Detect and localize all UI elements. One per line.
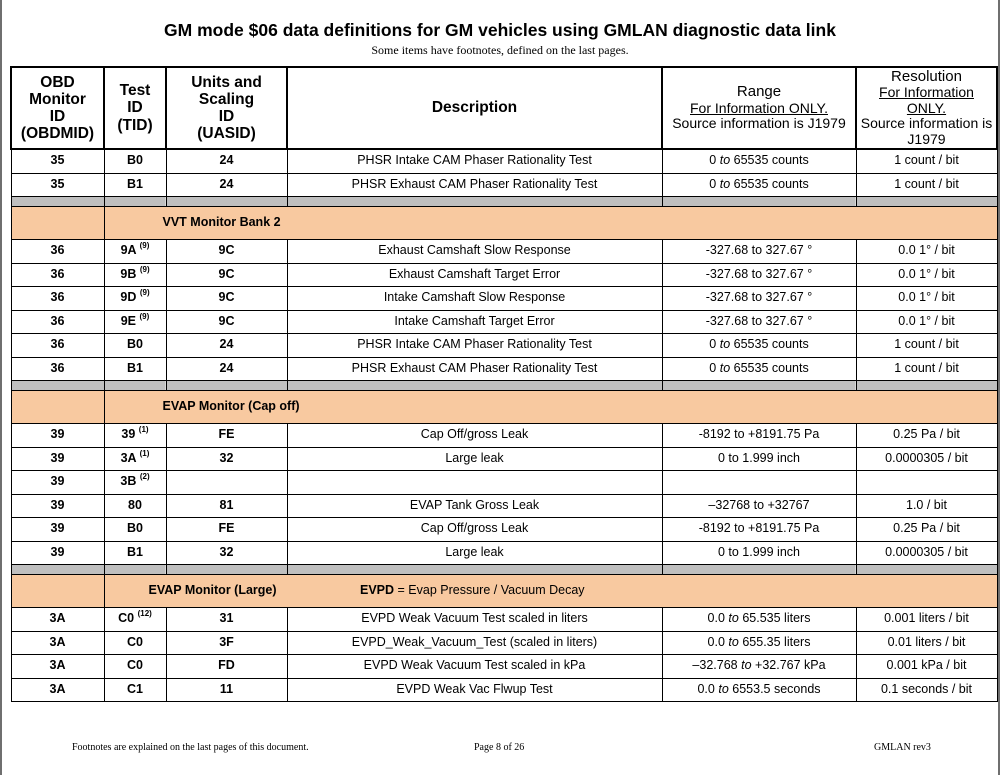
table-cell bbox=[662, 173, 856, 197]
cell-text: Description bbox=[431, 99, 518, 117]
table-cell: Intake Camshaft Target Error bbox=[287, 310, 662, 334]
table-cell bbox=[11, 381, 104, 391]
table-row bbox=[11, 631, 997, 655]
table-cell: 32 bbox=[166, 447, 287, 471]
table-cell: Cap Off/gross Leak bbox=[287, 424, 662, 448]
table-cell: 0.25 Pa / bit bbox=[856, 518, 997, 542]
table-cell: 24 bbox=[166, 149, 287, 173]
table-cell: EVPD Weak Vac Flwup Test bbox=[287, 678, 662, 702]
cell-text: 65535 counts bbox=[733, 153, 809, 168]
cell-text: = Evap Pressure / Vacuum Decay bbox=[397, 583, 585, 598]
table-row bbox=[11, 541, 997, 565]
table-cell: EVAP Tank Gross Leak bbox=[287, 494, 662, 518]
cell-text: ID bbox=[49, 108, 66, 125]
table-cell: Large leak bbox=[287, 541, 662, 565]
cell-text: 65535 counts bbox=[733, 337, 809, 352]
table-cell: 0.25 Pa / bit bbox=[856, 424, 997, 448]
table-cell: 35 bbox=[11, 173, 104, 197]
table-cell: Intake Camshaft Slow Response bbox=[287, 287, 662, 311]
cell-text: 0.0 bbox=[707, 634, 725, 649]
table-cell: –32768 to +32767 bbox=[662, 494, 856, 518]
table-cell: 11 bbox=[166, 678, 287, 702]
table-cell: PHSR Exhaust CAM Phaser Rationality Test bbox=[287, 357, 662, 381]
table-cell bbox=[166, 471, 287, 495]
table-cell bbox=[856, 197, 997, 207]
table-cell: 39 bbox=[11, 541, 104, 565]
cell-text: 0.0 bbox=[697, 681, 715, 696]
table-cell: FE bbox=[166, 518, 287, 542]
table-cell: 3A bbox=[11, 631, 104, 655]
table-cell bbox=[287, 381, 662, 391]
cell-text: 0 bbox=[709, 337, 717, 352]
cell-text: 9A bbox=[120, 243, 137, 258]
table-cell: 39 bbox=[11, 494, 104, 518]
table-row bbox=[11, 287, 997, 311]
cell-text: (9) bbox=[139, 264, 150, 274]
table-cell: 0.0000305 / bit bbox=[856, 541, 997, 565]
page-subtitle: Some items have footnotes, defined on the last pages. bbox=[371, 43, 629, 57]
table-cell bbox=[662, 357, 856, 381]
table-cell: 24 bbox=[166, 357, 287, 381]
table-cell: EVAP Monitor (Cap off) bbox=[104, 391, 997, 424]
table-cell: C0 bbox=[104, 655, 166, 679]
header-uasid bbox=[166, 67, 287, 149]
table-cell: 39 bbox=[11, 447, 104, 471]
cell-text: OBD bbox=[40, 73, 75, 91]
mode06-table bbox=[10, 66, 998, 702]
table-cell: 36 bbox=[11, 334, 104, 358]
table-cell: B0 bbox=[104, 149, 166, 173]
cell-text: +32.767 kPa bbox=[755, 658, 826, 673]
cell-text: –32.768 bbox=[692, 658, 738, 673]
table-cell bbox=[104, 287, 166, 311]
table-cell bbox=[104, 381, 166, 391]
table-cell: -8192 to +8191.75 Pa bbox=[662, 424, 856, 448]
table-cell bbox=[166, 565, 287, 575]
header-resolution bbox=[856, 67, 997, 149]
table-cell bbox=[11, 207, 104, 240]
table-cell: C0 bbox=[104, 631, 166, 655]
section-header-evap-cap-off bbox=[11, 391, 997, 424]
table-cell bbox=[11, 197, 104, 207]
cell-text: (12) bbox=[137, 609, 152, 619]
table-cell bbox=[104, 471, 166, 495]
cell-text: (1) bbox=[138, 425, 149, 435]
table-cell bbox=[662, 197, 856, 207]
cell-text: 65.535 liters bbox=[742, 611, 811, 626]
cell-text: Scaling bbox=[198, 90, 255, 108]
page-number: Page 8 of 26 bbox=[474, 742, 525, 753]
table-cell bbox=[856, 471, 997, 495]
cell-text bbox=[360, 584, 585, 598]
table-cell: 36 bbox=[11, 357, 104, 381]
cell-text: to bbox=[718, 681, 729, 696]
table-cell bbox=[11, 565, 104, 575]
cell-text: to bbox=[719, 176, 731, 191]
section-header-evap-large bbox=[11, 575, 997, 608]
cell-text: 65535 counts bbox=[733, 176, 809, 191]
header-description bbox=[287, 67, 662, 149]
table-cell bbox=[287, 471, 662, 495]
cell-text: 9B bbox=[120, 266, 137, 281]
table-cell bbox=[104, 310, 166, 334]
table-cell: 24 bbox=[166, 173, 287, 197]
table-cell bbox=[11, 575, 104, 608]
cell-text: to bbox=[719, 153, 731, 168]
table-cell bbox=[104, 197, 166, 207]
table-cell: 9C bbox=[166, 240, 287, 264]
table-cell: -327.68 to 327.67 ° bbox=[662, 240, 856, 264]
cell-text: 9D bbox=[120, 290, 137, 305]
table-cell bbox=[166, 381, 287, 391]
table-row bbox=[11, 494, 997, 518]
separator-row bbox=[11, 381, 997, 391]
table-cell: 1 count / bit bbox=[856, 173, 997, 197]
table-cell: 80 bbox=[104, 494, 166, 518]
table-row bbox=[11, 334, 997, 358]
cell-text: Test bbox=[119, 82, 151, 100]
document-page bbox=[2, 0, 998, 775]
section-header-vvt-bank2 bbox=[11, 207, 997, 240]
table-cell bbox=[104, 263, 166, 287]
table-row bbox=[11, 424, 997, 448]
cell-text: (TID) bbox=[117, 116, 153, 134]
table-cell bbox=[856, 381, 997, 391]
cell-text: 6553.5 seconds bbox=[732, 681, 821, 696]
table-cell: 0.01 liters / bit bbox=[856, 631, 997, 655]
table-cell bbox=[662, 381, 856, 391]
table-cell: 0 to 1.999 inch bbox=[662, 541, 856, 565]
cell-text: 9E bbox=[120, 313, 137, 328]
table-cell: EVPD_Weak_Vacuum_Test (scaled in liters) bbox=[287, 631, 662, 655]
table-row bbox=[11, 310, 997, 334]
cell-text: to bbox=[741, 658, 752, 673]
cell-text: to bbox=[719, 360, 731, 375]
table-cell: 0.1 seconds / bit bbox=[856, 678, 997, 702]
table-cell: FD bbox=[166, 655, 287, 679]
table-row bbox=[11, 608, 997, 632]
cell-text: (1) bbox=[139, 448, 150, 458]
table-cell bbox=[104, 565, 166, 575]
table-cell bbox=[662, 565, 856, 575]
table-cell: EVPD Weak Vacuum Test scaled in kPa bbox=[287, 655, 662, 679]
table-cell: B1 bbox=[104, 173, 166, 197]
table-cell: 81 bbox=[166, 494, 287, 518]
cell-text: Units and bbox=[191, 73, 262, 91]
cell-text: Range bbox=[736, 83, 782, 101]
table-cell: 36 bbox=[11, 263, 104, 287]
header-tid bbox=[104, 67, 166, 149]
table-cell: 0.001 liters / bit bbox=[856, 608, 997, 632]
cell-text: (9) bbox=[139, 241, 150, 251]
table-cell: VVT Monitor Bank 2 bbox=[104, 207, 997, 240]
separator-row bbox=[11, 565, 997, 575]
table-cell: 0 to 1.999 inch bbox=[662, 447, 856, 471]
cell-text: 0 bbox=[709, 360, 717, 375]
table-cell: 0.0 1° / bit bbox=[856, 310, 997, 334]
separator-row bbox=[11, 197, 997, 207]
table-cell: Exhaust Camshaft Target Error bbox=[287, 263, 662, 287]
table-cell: 1 count / bit bbox=[856, 357, 997, 381]
table-cell: 36 bbox=[11, 240, 104, 264]
cell-text: 655.35 liters bbox=[742, 634, 811, 649]
cell-text: (9) bbox=[139, 311, 150, 321]
table-cell: 31 bbox=[166, 608, 287, 632]
cell-text: EVAP Monitor (Large) bbox=[148, 583, 277, 598]
cell-text: 0 bbox=[709, 153, 717, 168]
cell-text: to bbox=[719, 337, 731, 352]
table-cell: 3F bbox=[166, 631, 287, 655]
page-title: GM mode $06 data definitions for GM vehicles using GMLAN diagnostic data link bbox=[164, 20, 836, 40]
cell-text: Source information is J1979 bbox=[860, 115, 993, 147]
cell-text: Resolution bbox=[891, 67, 962, 85]
table-cell: 36 bbox=[11, 287, 104, 311]
table-cell: 0.0 1° / bit bbox=[856, 240, 997, 264]
document-revision: GMLAN rev3 bbox=[874, 742, 931, 753]
cell-text: (2) bbox=[139, 472, 150, 482]
cell-text: 65535 counts bbox=[733, 360, 809, 375]
table-cell: 9C bbox=[166, 310, 287, 334]
table-cell: 9C bbox=[166, 287, 287, 311]
table-cell: B1 bbox=[104, 357, 166, 381]
table-cell: -8192 to +8191.75 Pa bbox=[662, 518, 856, 542]
cell-text: 0 bbox=[709, 176, 717, 191]
table-cell: PHSR Intake CAM Phaser Rationality Test bbox=[287, 149, 662, 173]
table-cell: PHSR Intake CAM Phaser Rationality Test bbox=[287, 334, 662, 358]
table-cell: -327.68 to 327.67 ° bbox=[662, 287, 856, 311]
table-row bbox=[11, 240, 997, 264]
cell-text: 0.0 bbox=[707, 611, 725, 626]
table-cell: 0.0000305 / bit bbox=[856, 447, 997, 471]
cell-text: (9) bbox=[139, 288, 150, 298]
table-row bbox=[11, 471, 997, 495]
table-cell: 1 count / bit bbox=[856, 149, 997, 173]
table-cell: 35 bbox=[11, 149, 104, 173]
table-cell bbox=[287, 565, 662, 575]
table-cell: 39 bbox=[11, 424, 104, 448]
cell-text: ID bbox=[127, 99, 143, 117]
cell-text: For Information ONLY. bbox=[690, 99, 828, 116]
table-row bbox=[11, 678, 997, 702]
table-row bbox=[11, 263, 997, 287]
table-cell: 9C bbox=[166, 263, 287, 287]
table-cell bbox=[662, 471, 856, 495]
table-cell: 3A bbox=[11, 655, 104, 679]
table-cell: 39 bbox=[11, 471, 104, 495]
cell-text: Monitor bbox=[29, 90, 86, 108]
table-row bbox=[11, 655, 997, 679]
table-cell bbox=[11, 391, 104, 424]
table-cell: 0.001 kPa / bit bbox=[856, 655, 997, 679]
table-cell: 24 bbox=[166, 334, 287, 358]
table-cell bbox=[856, 565, 997, 575]
table-cell bbox=[287, 197, 662, 207]
cell-text: to bbox=[728, 634, 739, 649]
table-cell bbox=[166, 197, 287, 207]
table-cell: PHSR Exhaust CAM Phaser Rationality Test bbox=[287, 173, 662, 197]
table-cell: Large leak bbox=[287, 447, 662, 471]
table-cell: 3A bbox=[11, 678, 104, 702]
cell-text: For Information ONLY. bbox=[879, 84, 974, 116]
header-obdmid bbox=[11, 67, 104, 149]
cell-text: 3B bbox=[120, 474, 137, 489]
table-cell: C1 bbox=[104, 678, 166, 702]
table-cell: B0 bbox=[104, 518, 166, 542]
footer-note: Footnotes are explained on the last pages of this document. bbox=[72, 742, 309, 753]
table-cell bbox=[104, 240, 166, 264]
table-cell: Exhaust Camshaft Slow Response bbox=[287, 240, 662, 264]
table-cell: 32 bbox=[166, 541, 287, 565]
table-cell bbox=[662, 655, 856, 679]
table-cell: EVPD Weak Vacuum Test scaled in liters bbox=[287, 608, 662, 632]
table-cell: 3A bbox=[11, 608, 104, 632]
cell-text: 3A bbox=[120, 450, 137, 465]
table-cell bbox=[662, 631, 856, 655]
cell-text: to bbox=[728, 611, 739, 626]
table-cell: -327.68 to 327.67 ° bbox=[662, 263, 856, 287]
header-range bbox=[662, 67, 856, 149]
table-cell: FE bbox=[166, 424, 287, 448]
table-cell: 1 count / bit bbox=[856, 334, 997, 358]
table-cell bbox=[662, 608, 856, 632]
cell-text: C0 bbox=[118, 611, 135, 626]
cell-text: ID bbox=[218, 108, 235, 125]
table-cell: Cap Off/gross Leak bbox=[287, 518, 662, 542]
table-cell: 0.0 1° / bit bbox=[856, 287, 997, 311]
table-cell bbox=[104, 447, 166, 471]
table-cell: B0 bbox=[104, 334, 166, 358]
table-row bbox=[11, 357, 997, 381]
table-cell: 36 bbox=[11, 310, 104, 334]
table-cell bbox=[104, 575, 997, 608]
cell-text: Source information is J1979 bbox=[672, 115, 846, 132]
table-row bbox=[11, 173, 997, 197]
table-cell bbox=[662, 149, 856, 173]
table-cell bbox=[104, 424, 166, 448]
table-cell bbox=[104, 608, 166, 632]
table-row bbox=[11, 447, 997, 471]
table-cell: B1 bbox=[104, 541, 166, 565]
table-row bbox=[11, 149, 997, 173]
table-cell bbox=[662, 678, 856, 702]
cell-text: (OBDMID) bbox=[20, 125, 95, 143]
table-cell: -327.68 to 327.67 ° bbox=[662, 310, 856, 334]
cell-text: EVPD bbox=[360, 583, 395, 598]
table-cell: 1.0 / bit bbox=[856, 494, 997, 518]
table-cell: 39 bbox=[11, 518, 104, 542]
table-cell: 0.0 1° / bit bbox=[856, 263, 997, 287]
table-cell bbox=[662, 334, 856, 358]
header-row bbox=[11, 67, 997, 149]
cell-text: 39 bbox=[121, 427, 136, 442]
table-row bbox=[11, 518, 997, 542]
cell-text: (UASID) bbox=[197, 125, 256, 143]
